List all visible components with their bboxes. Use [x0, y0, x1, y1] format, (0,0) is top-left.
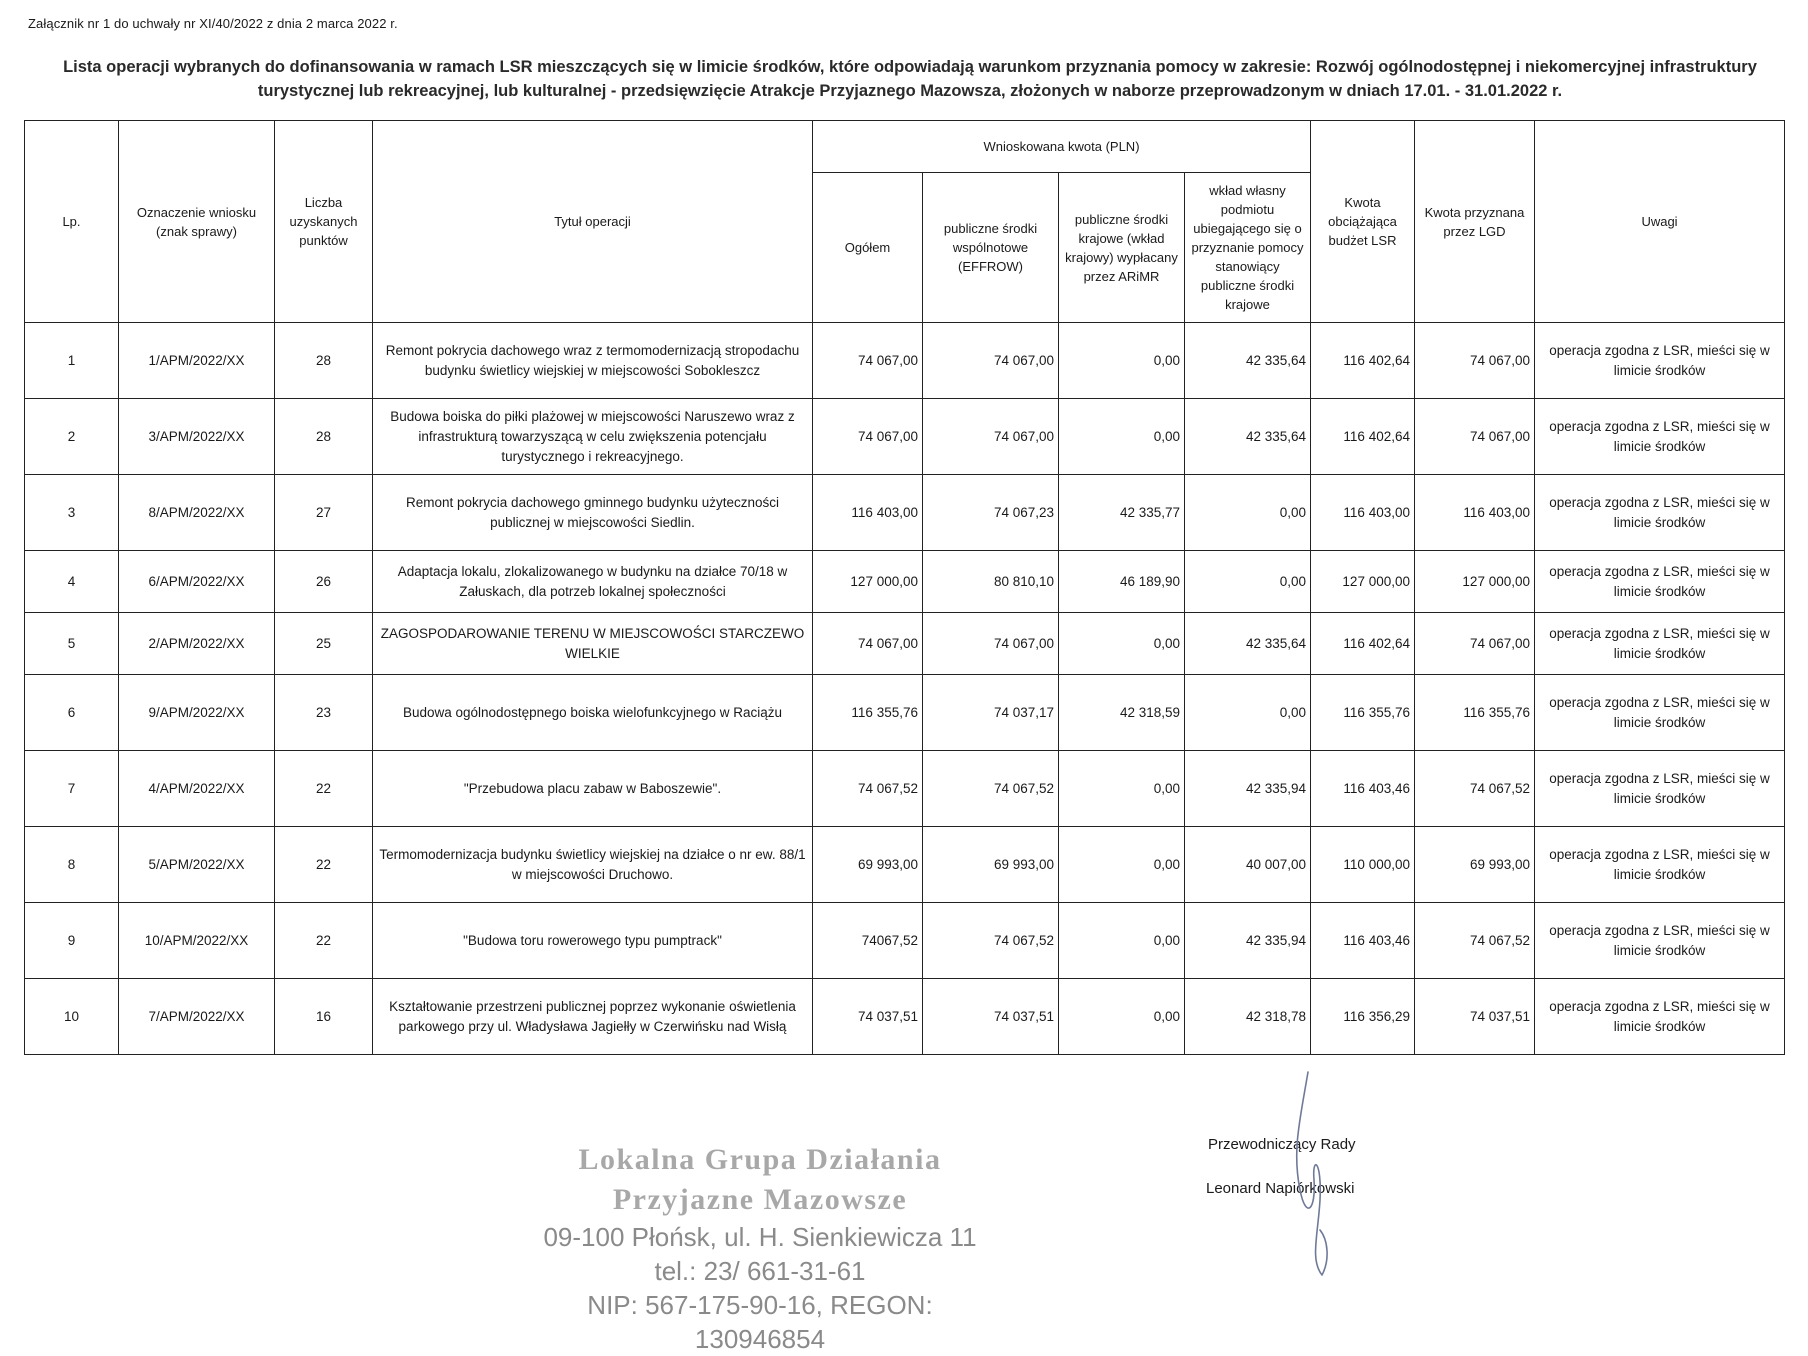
row-title: "Budowa toru rowerowego typu pumptrack"	[373, 903, 813, 979]
stamp-ids: NIP: 567-175-90-16, REGON: 130946854	[587, 1290, 933, 1354]
row-lsr-budget: 110 000,00	[1311, 827, 1415, 903]
row-eu-funds: 74 067,00	[923, 613, 1059, 675]
col-requested-group: Wnioskowana kwota (PLN)	[813, 121, 1311, 173]
signatory-role: Przewodniczący Rady	[1208, 1136, 1356, 1153]
signatory-name: Leonard Napiórkowski	[1206, 1180, 1355, 1197]
row-lsr-budget: 127 000,00	[1311, 551, 1415, 613]
row-eu-funds: 74 067,00	[923, 399, 1059, 475]
table-row	[25, 751, 1785, 827]
row-own-contribution: 42 335,94	[1185, 751, 1311, 827]
row-lsr-budget: 116 403,46	[1311, 751, 1415, 827]
stamp-phone: tel.: 23/ 661-31-61	[654, 1256, 866, 1286]
row-national-funds: 0,00	[1059, 613, 1185, 675]
row-lsr-budget: 116 356,29	[1311, 979, 1415, 1055]
row-total: 127 000,00	[813, 551, 923, 613]
row-eu-funds: 69 993,00	[923, 827, 1059, 903]
row-granted: 116 355,76	[1415, 675, 1535, 751]
row-own-contribution: 42 335,94	[1185, 903, 1311, 979]
row-total: 116 403,00	[813, 475, 923, 551]
col-total: Ogółem	[813, 173, 923, 323]
operations-table	[24, 120, 1785, 1055]
row-national-funds: 0,00	[1059, 827, 1185, 903]
row-points: 16	[275, 979, 373, 1055]
row-points: 28	[275, 399, 373, 475]
row-eu-funds: 74 037,17	[923, 675, 1059, 751]
row-granted: 127 000,00	[1415, 551, 1535, 613]
row-lp: 1	[25, 323, 119, 399]
attachment-note: Załącznik nr 1 do uchwały nr XI/40/2022 z dnia 2 marca 2022 r.	[28, 16, 398, 31]
row-national-funds: 0,00	[1059, 751, 1185, 827]
row-remarks: operacja zgodna z LSR, mieści się w limicie środków	[1535, 613, 1785, 675]
row-granted: 69 993,00	[1415, 827, 1535, 903]
row-national-funds: 0,00	[1059, 399, 1185, 475]
row-title: Budowa ogólnodostępnego boiska wielofunkcyjnego w Raciążu	[373, 675, 813, 751]
row-total: 74 067,00	[813, 399, 923, 475]
table-row	[25, 399, 1785, 475]
row-points: 25	[275, 613, 373, 675]
row-granted: 74 067,00	[1415, 613, 1535, 675]
row-remarks: operacja zgodna z LSR, mieści się w limicie środków	[1535, 903, 1785, 979]
row-own-contribution: 40 007,00	[1185, 827, 1311, 903]
col-granted: Kwota przyznana przez LGD	[1415, 121, 1535, 323]
row-sign: 1/APM/2022/XX	[119, 323, 275, 399]
stamp-org-subname: Przyjazne Mazowsze	[612, 1183, 908, 1216]
row-eu-funds: 74 067,52	[923, 903, 1059, 979]
document-title: Lista operacji wybranych do dofinansowania w ramach LSR mieszczących się w limicie środków, które odpowiadają warunkom przyznania pomocy w zakresie: Rozwój ogólnodostępnej i niekomercyjnej infrastruktury turystycznej lub rekreacyjnej, lub kulturalnej - przedsięwzięcie Atrakcje Przyjaznego Mazowsza, złożonych w naborze przeprowadzonym w dniach 17.01. - 31.01.2022 r.	[63, 58, 1757, 100]
row-title: Remont pokrycia dachowego wraz z termomodernizacją stropodachu budynku świetlicy wiejskiej w miejscowości Sobokleszcz	[373, 323, 813, 399]
row-lp: 7	[25, 751, 119, 827]
table-row	[25, 551, 1785, 613]
row-lp: 4	[25, 551, 119, 613]
row-granted: 74 067,52	[1415, 751, 1535, 827]
row-eu-funds: 74 037,51	[923, 979, 1059, 1055]
row-lsr-budget: 116 403,00	[1311, 475, 1415, 551]
row-points: 22	[275, 827, 373, 903]
row-title: Termomodernizacja budynku świetlicy wiejskiej na działce o nr ew. 88/1 w miejscowości Druchowo.	[373, 827, 813, 903]
row-own-contribution: 42 335,64	[1185, 399, 1311, 475]
row-lsr-budget: 116 402,64	[1311, 323, 1415, 399]
row-lp: 5	[25, 613, 119, 675]
row-granted: 74 037,51	[1415, 979, 1535, 1055]
stamp-address: 09-100 Płońsk, ul. H. Sienkiewicza 11	[543, 1222, 977, 1252]
row-sign: 10/APM/2022/XX	[119, 903, 275, 979]
row-national-funds: 0,00	[1059, 323, 1185, 399]
row-remarks: operacja zgodna z LSR, mieści się w limicie środków	[1535, 323, 1785, 399]
row-remarks: operacja zgodna z LSR, mieści się w limicie środków	[1535, 979, 1785, 1055]
row-lsr-budget: 116 402,64	[1311, 613, 1415, 675]
row-own-contribution: 0,00	[1185, 475, 1311, 551]
col-national-funds: publiczne środki krajowe (wkład krajowy) wypłacany przez ARiMR	[1059, 173, 1185, 323]
row-sign: 6/APM/2022/XX	[119, 551, 275, 613]
row-lp: 3	[25, 475, 119, 551]
row-points: 22	[275, 903, 373, 979]
row-sign: 7/APM/2022/XX	[119, 979, 275, 1055]
table-row	[25, 323, 1785, 399]
row-sign: 4/APM/2022/XX	[119, 751, 275, 827]
row-title: "Przebudowa placu zabaw w Baboszewie".	[373, 751, 813, 827]
col-lp: Lp.	[25, 121, 119, 323]
row-total: 74 067,52	[813, 751, 923, 827]
row-total: 74067,52	[813, 903, 923, 979]
row-title: Adaptacja lokalu, zlokalizowanego w budynku na działce 70/18 w Załuskach, dla potrzeb lokalnej społeczności	[373, 551, 813, 613]
row-remarks: operacja zgodna z LSR, mieści się w limicie środków	[1535, 399, 1785, 475]
row-total: 74 037,51	[813, 979, 923, 1055]
row-points: 23	[275, 675, 373, 751]
table-row	[25, 675, 1785, 751]
col-sign: Oznaczenie wniosku (znak sprawy)	[119, 121, 275, 323]
col-points: Liczba uzyskanych punktów	[275, 121, 373, 323]
table-row	[25, 979, 1785, 1055]
col-op-title: Tytuł operacji	[373, 121, 813, 323]
row-eu-funds: 74 067,00	[923, 323, 1059, 399]
row-points: 22	[275, 751, 373, 827]
table-row	[25, 827, 1785, 903]
row-sign: 5/APM/2022/XX	[119, 827, 275, 903]
row-national-funds: 0,00	[1059, 903, 1185, 979]
row-sign: 8/APM/2022/XX	[119, 475, 275, 551]
row-eu-funds: 80 810,10	[923, 551, 1059, 613]
row-granted: 74 067,52	[1415, 903, 1535, 979]
row-lsr-budget: 116 403,46	[1311, 903, 1415, 979]
row-title: ZAGOSPODAROWANIE TERENU W MIEJSCOWOŚCI STARCZEWO WIELKIE	[373, 613, 813, 675]
row-eu-funds: 74 067,52	[923, 751, 1059, 827]
row-national-funds: 42 335,77	[1059, 475, 1185, 551]
row-own-contribution: 0,00	[1185, 551, 1311, 613]
row-sign: 3/APM/2022/XX	[119, 399, 275, 475]
row-lp: 9	[25, 903, 119, 979]
row-national-funds: 46 189,90	[1059, 551, 1185, 613]
row-remarks: operacja zgodna z LSR, mieści się w limicie środków	[1535, 551, 1785, 613]
row-title: Budowa boiska do piłki plażowej w miejscowości Naruszewo wraz z infrastrukturą towarzyszącą w celu zwiększenia potencjału turystycznego i rekreacyjnego.	[373, 399, 813, 475]
handwritten-signature	[1270, 1060, 1350, 1290]
row-remarks: operacja zgodna z LSR, mieści się w limicie środków	[1535, 751, 1785, 827]
row-own-contribution: 42 335,64	[1185, 613, 1311, 675]
row-lp: 6	[25, 675, 119, 751]
row-title: Kształtowanie przestrzeni publicznej poprzez wykonanie oświetlenia parkowego przy ul. Władysława Jagiełły w Czerwińsku nad Wisłą	[373, 979, 813, 1055]
row-own-contribution: 0,00	[1185, 675, 1311, 751]
row-remarks: operacja zgodna z LSR, mieści się w limicie środków	[1535, 827, 1785, 903]
row-total: 116 355,76	[813, 675, 923, 751]
row-points: 28	[275, 323, 373, 399]
row-national-funds: 0,00	[1059, 979, 1185, 1055]
row-national-funds: 42 318,59	[1059, 675, 1185, 751]
col-eu-funds: publiczne środki wspólnotowe (EFFROW)	[923, 173, 1059, 323]
table-row	[25, 903, 1785, 979]
row-own-contribution: 42 335,64	[1185, 323, 1311, 399]
row-lsr-budget: 116 355,76	[1311, 675, 1415, 751]
organization-stamp	[520, 1140, 1000, 1356]
row-lp: 8	[25, 827, 119, 903]
row-total: 74 067,00	[813, 613, 923, 675]
row-granted: 116 403,00	[1415, 475, 1535, 551]
row-own-contribution: 42 318,78	[1185, 979, 1311, 1055]
row-eu-funds: 74 067,23	[923, 475, 1059, 551]
row-sign: 2/APM/2022/XX	[119, 613, 275, 675]
row-granted: 74 067,00	[1415, 399, 1535, 475]
row-title: Remont pokrycia dachowego gminnego budynku użyteczności publicznej w miejscowości Siedlin.	[373, 475, 813, 551]
row-remarks: operacja zgodna z LSR, mieści się w limicie środków	[1535, 675, 1785, 751]
row-lp: 2	[25, 399, 119, 475]
stamp-org-name: Lokalna Grupa Działania	[578, 1143, 942, 1176]
table-row	[25, 613, 1785, 675]
row-points: 26	[275, 551, 373, 613]
row-remarks: operacja zgodna z LSR, mieści się w limicie środków	[1535, 475, 1785, 551]
row-granted: 74 067,00	[1415, 323, 1535, 399]
row-points: 27	[275, 475, 373, 551]
row-total: 69 993,00	[813, 827, 923, 903]
row-total: 74 067,00	[813, 323, 923, 399]
row-sign: 9/APM/2022/XX	[119, 675, 275, 751]
table-row	[25, 475, 1785, 551]
row-lsr-budget: 116 402,64	[1311, 399, 1415, 475]
col-remarks: Uwagi	[1535, 121, 1785, 323]
row-lp: 10	[25, 979, 119, 1055]
col-lsr-budget: Kwota obciążająca budżet LSR	[1311, 121, 1415, 323]
col-own-contribution: wkład własny podmiotu ubiegającego się o przyznanie pomocy stanowiący publiczne środki krajowe	[1185, 173, 1311, 323]
